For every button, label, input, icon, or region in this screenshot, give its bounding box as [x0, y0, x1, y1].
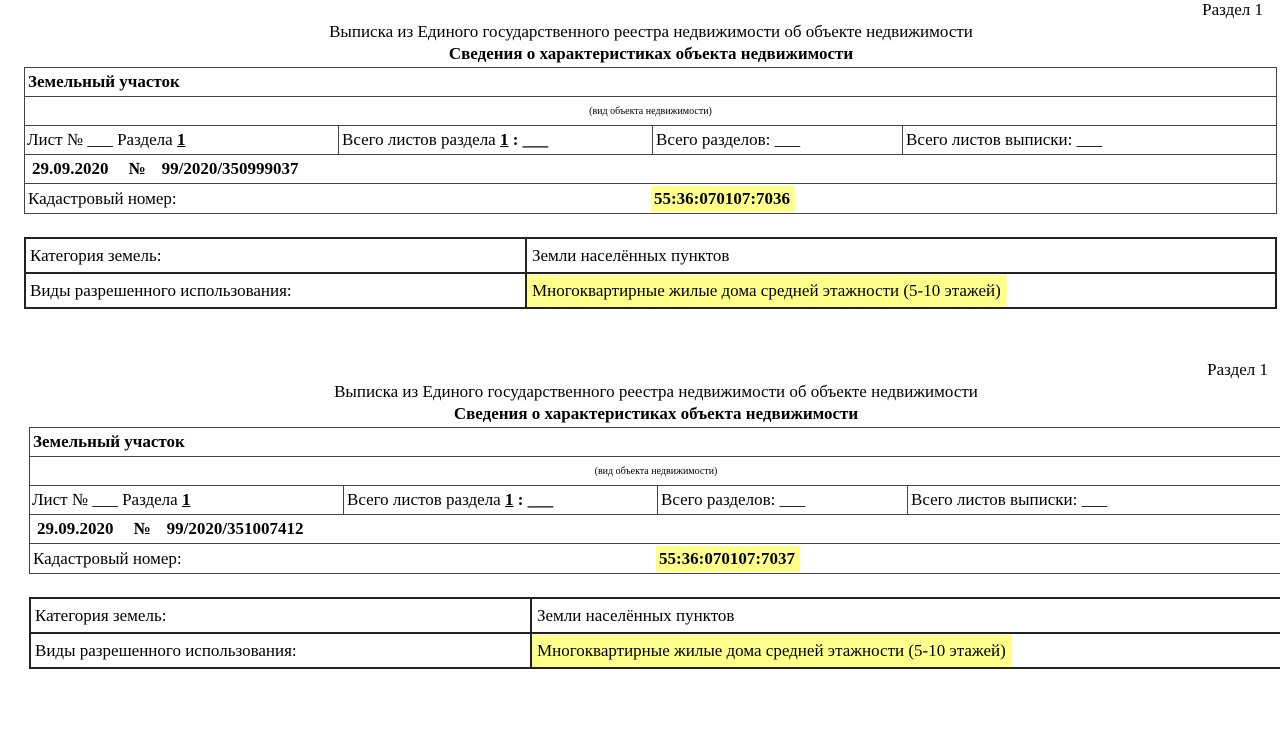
date-number-row: [25, 155, 1276, 184]
total-sheets-number: 1: [499, 130, 509, 149]
sheet-section-number: 1: [181, 490, 191, 509]
extract-date: 29.09.2020: [32, 159, 109, 178]
extract-block: [5, 360, 1280, 700]
sheet-info-row: [30, 486, 1280, 515]
extract-number: 99/2020/350999037: [161, 159, 299, 178]
cadastral-number-cell: [656, 544, 800, 573]
permitted-use-label: Виды разрешенного использования:: [26, 274, 527, 307]
number-sign: №: [133, 519, 151, 538]
total-sheets-number: 1: [504, 490, 514, 509]
extract-number: 99/2020/351007412: [166, 519, 304, 538]
sheet-number-label: Лист № ___ Раздела: [27, 130, 173, 149]
land-category-label: Категория земель:: [26, 239, 527, 272]
number-sign: №: [128, 159, 146, 178]
object-type-row: [25, 68, 1276, 97]
sheet-info-row: [25, 126, 1276, 155]
total-extract-sheets-cell: Всего листов выписки: ___: [911, 490, 1108, 509]
cadastral-number: 55:36:070107:7037: [656, 546, 800, 572]
total-sheets-cell: [344, 486, 658, 514]
document-title: Выписка из Единого государственного реестра недвижимости об объекте недвижимости: [329, 22, 973, 41]
permitted-use-cell: [527, 274, 1275, 307]
total-sections-cell: Всего разделов: ___: [653, 126, 903, 154]
object-info-table: [29, 427, 1280, 574]
land-category-value: Земли населённых пунктов: [537, 605, 735, 625]
cadastral-row: [25, 184, 1276, 214]
permitted-use-cell: [532, 634, 1280, 667]
total-sheets-tail: : ___: [512, 130, 549, 149]
object-type: Земельный участок: [33, 432, 185, 451]
document-subtitle: Сведения о характеристиках объекта недвижимости: [448, 44, 854, 63]
cadastral-number: 55:36:070107:7036: [651, 186, 795, 212]
total-sections-cell: Всего разделов: ___: [658, 486, 908, 514]
cadastral-label: Кадастровый номер:: [28, 188, 177, 208]
permitted-use-row: [26, 274, 1275, 309]
total-sheets-tail: : ___: [517, 490, 554, 509]
document-subtitle: Сведения о характеристиках объекта недвижимости: [453, 404, 859, 423]
total-extract-sheets-cell: Всего листов выписки: ___: [906, 130, 1103, 149]
land-category-value: Земли населённых пунктов: [532, 245, 730, 265]
object-type: Земельный участок: [28, 72, 180, 91]
extract-date: 29.09.2020: [37, 519, 114, 538]
total-sheets-label: Всего листов раздела: [347, 490, 501, 509]
land-info-table: [29, 597, 1280, 669]
sheet-number-cell: [30, 486, 344, 514]
extract-block: [0, 0, 1280, 340]
object-type-caption: (вид объекта недвижимости): [594, 465, 718, 477]
section-label: Раздел 1: [1207, 360, 1268, 379]
sheet-number-label: Лист № ___ Раздела: [32, 490, 178, 509]
land-category-row: [26, 239, 1275, 274]
land-category-row: [31, 599, 1280, 634]
object-type-row: [30, 428, 1280, 457]
date-number-cell: [37, 515, 304, 543]
date-number-row: [30, 515, 1280, 544]
cadastral-number-cell: [651, 184, 795, 213]
total-sheets-cell: [339, 126, 653, 154]
cadastral-label: Кадастровый номер:: [33, 548, 182, 568]
object-info-table: [24, 67, 1277, 214]
permitted-use-row: [31, 634, 1280, 669]
document-title: Выписка из Единого государственного реестра недвижимости об объекте недвижимости: [334, 382, 978, 401]
permitted-use-label: Виды разрешенного использования:: [31, 634, 532, 667]
section-label: Раздел 1: [1202, 0, 1263, 19]
land-info-table: [24, 237, 1277, 309]
permitted-use-value: Многоквартирные жилые дома средней этажности (5-10 этажей): [532, 635, 1012, 667]
date-number-cell: [32, 155, 299, 183]
object-type-caption-row: [30, 457, 1280, 486]
sheet-section-number: 1: [176, 130, 186, 149]
total-sheets-label: Всего листов раздела: [342, 130, 496, 149]
permitted-use-value: Многоквартирные жилые дома средней этажности (5-10 этажей): [527, 275, 1007, 307]
object-type-caption: (вид объекта недвижимости): [589, 105, 712, 117]
object-type-caption-row: [25, 97, 1276, 126]
cadastral-row: [30, 544, 1280, 574]
land-category-label: Категория земель:: [31, 599, 532, 632]
sheet-number-cell: [25, 126, 339, 154]
